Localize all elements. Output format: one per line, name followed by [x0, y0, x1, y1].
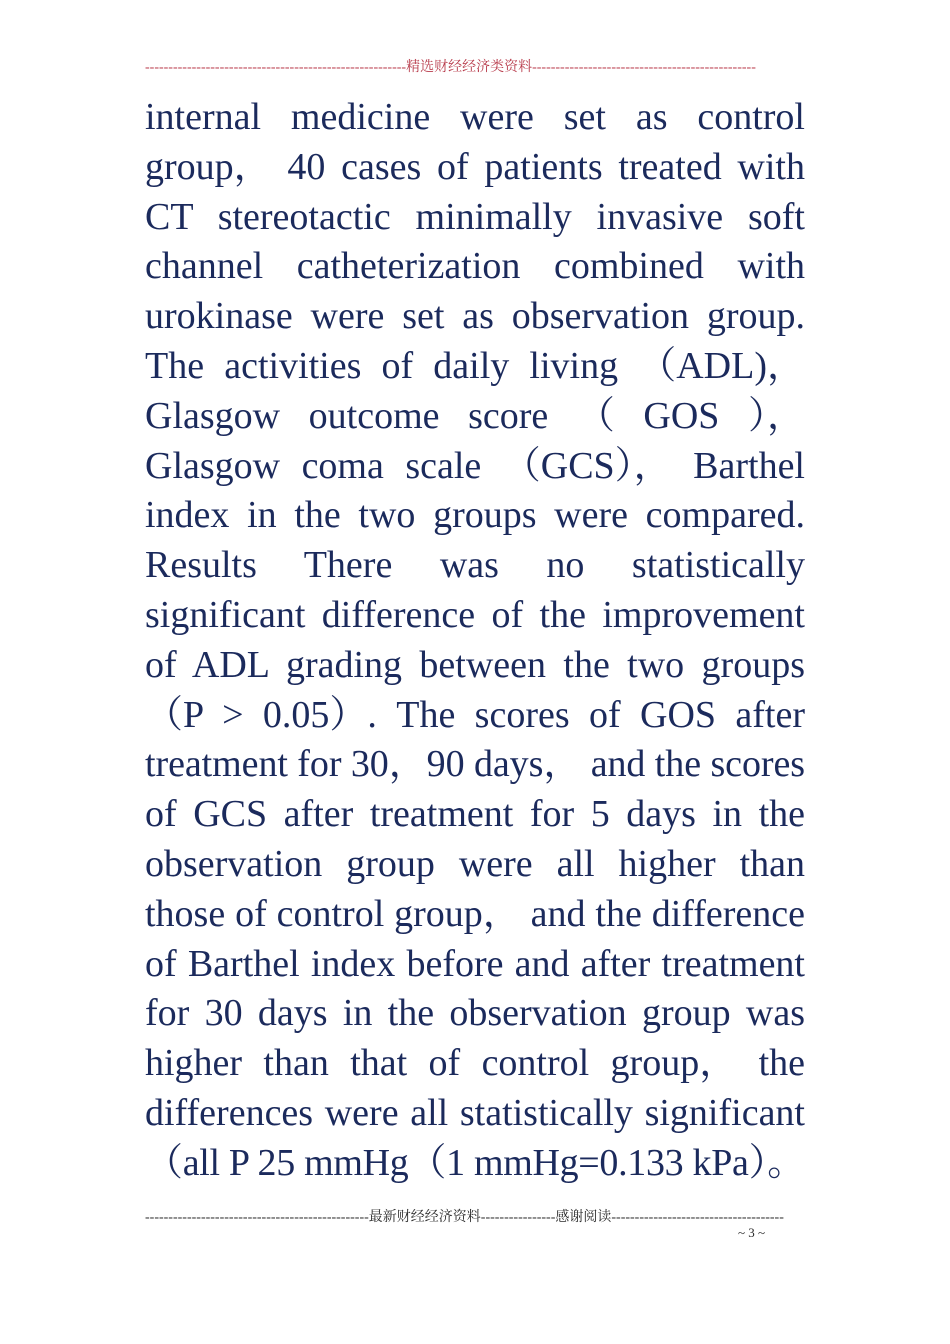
- footer-rule-left: ------------------------------------------------: [145, 1210, 369, 1225]
- text-line: CT stereotactic minimally invasive soft: [145, 195, 805, 238]
- text-line: those of control group， and the difference: [145, 892, 805, 935]
- text-line: of Barthel index before and after treatment: [145, 942, 805, 985]
- text-line: of GCS after treatment for 5 days in the: [145, 793, 805, 836]
- text-line: urokinase were set as observation group.: [145, 295, 805, 338]
- text-line: observation group were all higher than: [145, 842, 805, 885]
- footer-rule-mid: ----------------: [480, 1210, 556, 1225]
- text-line: treatment for 30，90 days， and the scores: [145, 743, 805, 786]
- text-line: higher than that of control group， the: [145, 1042, 805, 1085]
- text-line: Glasgow outcome score （ GOS ），: [145, 394, 805, 437]
- footer-text-right: 感谢阅读: [555, 1210, 612, 1225]
- text-line: of ADL grading between the two groups: [145, 643, 805, 686]
- footer-text-left: 最新财经经济资料: [368, 1210, 481, 1225]
- header-rule-right: ------------------------------------------------: [532, 60, 756, 75]
- text-line: The activities of daily living （ADL)，: [145, 344, 805, 387]
- text-line: Glasgow coma scale （GCS）， Barthel: [145, 444, 805, 487]
- text-line: significant difference of the improvement: [145, 593, 805, 636]
- header-title: 精选财经经济类资料: [406, 60, 533, 75]
- page-number: ~ 3 ~: [738, 1225, 766, 1240]
- text-line: index in the two groups were compared.: [145, 494, 805, 537]
- text-line: Results There was no statistically: [145, 544, 805, 587]
- text-line: （all P 25 mmHg（1 mmHg=0.133 kPa）。: [145, 1141, 805, 1184]
- header-rule-left: --------------------------------------------------------: [145, 60, 407, 75]
- text-line: channel catheterization combined with: [145, 245, 805, 288]
- text-line: internal medicine were set as control: [145, 96, 805, 138]
- body-paragraph: [145, 93, 805, 1189]
- running-header: [145, 60, 756, 76]
- footer-rule-right: -------------------------------------: [611, 1210, 784, 1225]
- text-line: for 30 days in the observation group was: [145, 992, 805, 1035]
- text-line: group， 40 cases of patients treated with: [145, 145, 805, 188]
- running-footer: [145, 1210, 784, 1226]
- text-line: （P > 0.05）. The scores of GOS after: [145, 693, 805, 736]
- text-line: differences were all statistically significant: [145, 1091, 805, 1134]
